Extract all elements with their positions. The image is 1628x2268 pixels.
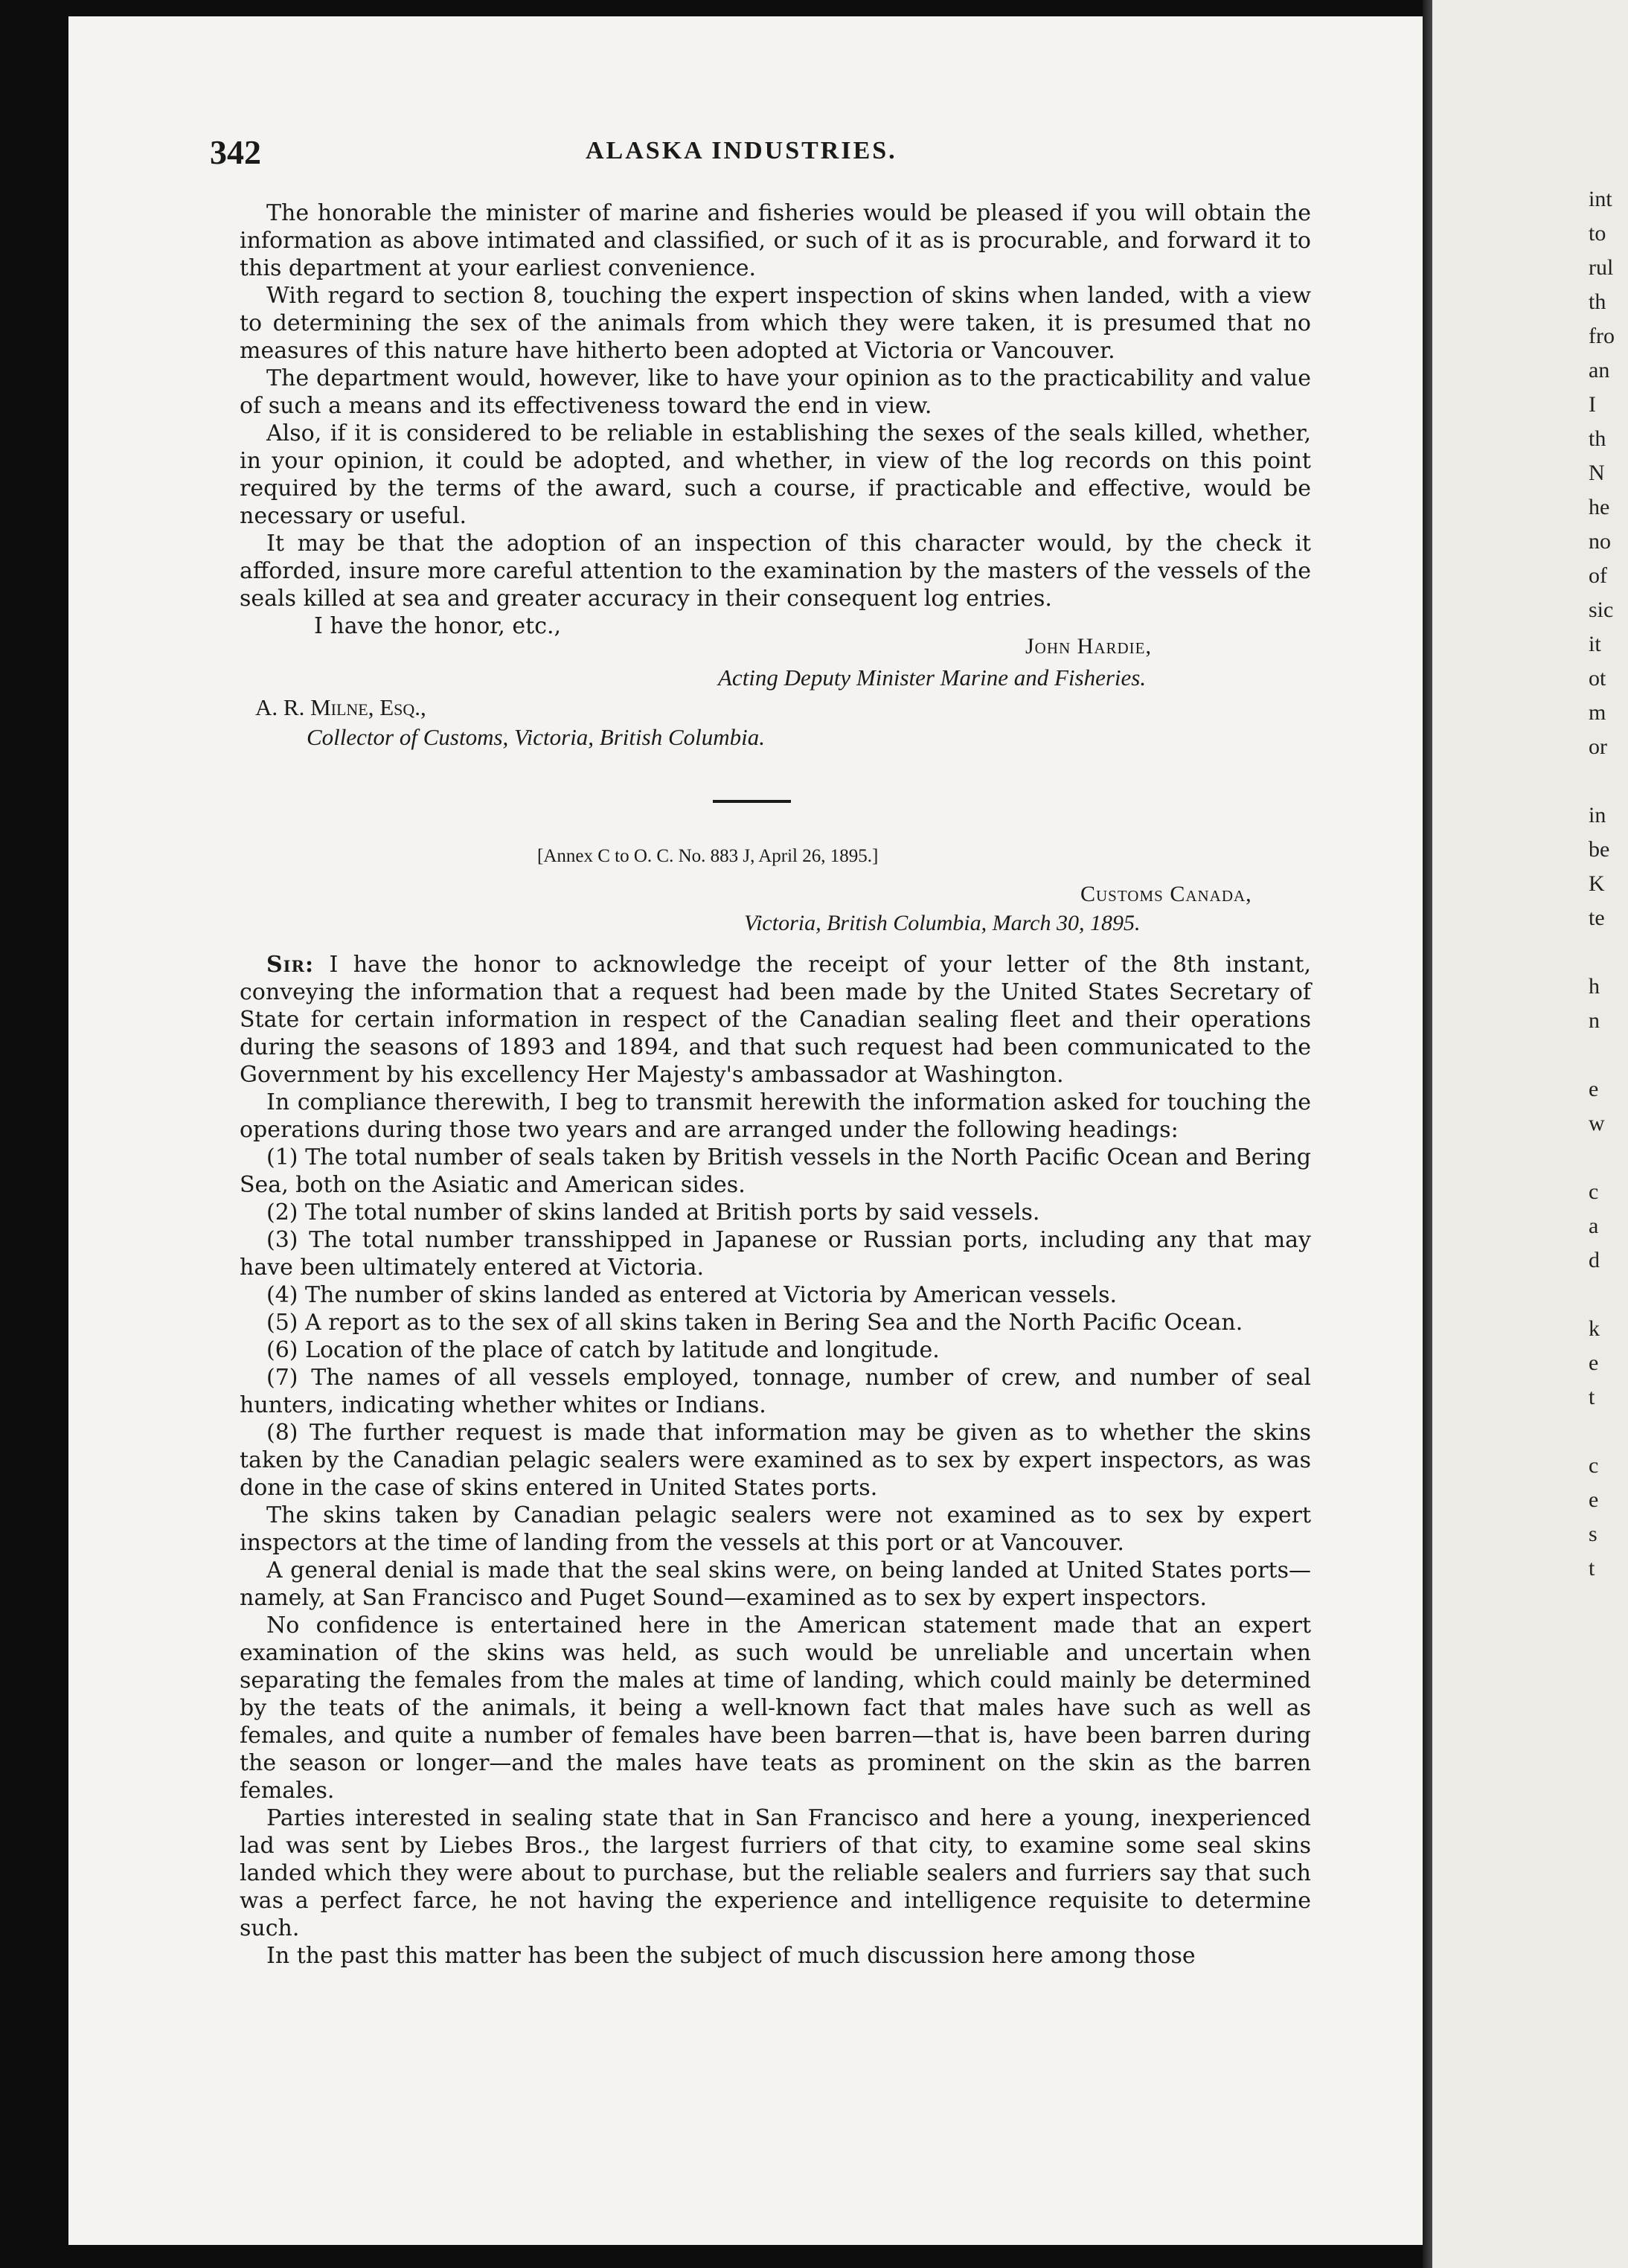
addressee: A. R. Milne, Esq., [255,694,426,720]
right-page-fragment [1589,935,1618,970]
right-page-fragments [1589,182,1618,1586]
right-page-fragment: I [1589,392,1596,417]
right-page-fragment: a [1589,1214,1599,1238]
running-title: ALASKA INDUSTRIES. [586,137,897,164]
right-page-fragment: fro [1589,324,1615,348]
letter2-paragraph [240,951,1311,1089]
letter2-list-item: (1) The total number of seals taken by British vessels in the North Pacific Ocean and Bering Sea, both on the Asiatic and American sides. [240,1144,1311,1198]
right-page-fragment: te [1589,906,1605,930]
right-page-fragment: in [1589,803,1606,827]
right-page-fragment: sic [1589,598,1614,622]
letter2-list-item: (6) Location of the place of catch by latitude and longitude. [266,1337,940,1363]
letter2-list-item: (7) The names of all vessels employed, tonnage, number of crew, and number of seal hunters, indicating whether whites or Indians. [240,1365,1311,1418]
right-page-fragment [1589,1415,1618,1449]
right-page-fragment: c [1589,1453,1599,1478]
letter1-paragraph: The department would, however, like to have your opinion as to the practicability and value of such a means and its effectiveness toward the end in view. [240,365,1311,419]
right-page-fragment: rul [1589,255,1614,280]
right-page-fragment: ot [1589,666,1606,691]
dateline: Victoria, British Columbia, March 30, 1895. [744,911,1141,935]
right-page-fragment: w [1589,1111,1605,1135]
letter2-list-item: (8) The further request is made that information may be given as to whether the skins taken by the Canadian pelagic sealers were examined as to sex by expert inspectors, as was done in the case of skins entered in United States ports. [240,1420,1311,1501]
letter1-paragraph: With regard to section 8, touching the expert inspection of skins when landed, with a view to determining the sex of the animals from which they were taken, it is presumed that no measures of this nature have hitherto been adopted at Victoria or Vancouver. [240,283,1311,364]
letter2-paragraph: No confidence is entertained here in the American statement made that an expert examination of the skins was held, as such would be unreliable and uncertain when separating the females from the males at time of landing, which could mainly be determined by the teats of the animals, it being a well-known fact that males have such as well as females, and quite a number of females have been barren—that is, have been barren during the season or longer—and the males have teats as prominent on the skin as the barren females. [240,1612,1311,1804]
letter1-body [240,199,1311,640]
section-divider [713,800,791,803]
right-page-fragment: c [1589,1179,1599,1204]
page-number: 342 [210,133,261,171]
right-page-fragment: N [1589,461,1605,485]
annex-heading: [Annex C to O. C. No. 883 J, April 26, 1895.] [537,846,879,866]
right-page-fragment: an [1589,358,1610,382]
right-page-fragment: e [1589,1351,1599,1375]
right-page-fragment: m [1589,700,1606,725]
right-page-fragment: k [1589,1316,1600,1341]
right-page-fragment [1589,1141,1618,1175]
letter2-paragraph-text: I have the honor to acknowledge the receipt of your letter of the 8th instant, conveying the information that a request had been made by the United States Secretary of State for certain information in respect of the Canadian sealing fleet and their operations during the seasons of 1893 and 1894, and that such request had been communicated to the Government by his excellency Her Majesty's ambassador at Washington. [240,952,1311,1088]
signature-title: Acting Deputy Minister Marine and Fisheries. [718,664,1147,691]
letter2-paragraph: The skins taken by Canadian pelagic sealers were not examined as to sex by expert inspectors at the time of landing from the vessels at this port or at Vancouver. [240,1502,1311,1556]
letter2-paragraph: A general denial is made that the seal skins were, on being landed at United States ports—namely, at San Francisco and Puget Sound—examined as to sex by expert inspectors. [240,1557,1311,1611]
letter2-paragraph: Parties interested in sealing state that in San Francisco and here a young, inexperienced lad was sent by Liebes Bros., the largest furriers of that city, to examine some seal skins landed which they were about to purchase, but the reliable sealers and furriers say that such was a perfect farce, he not having the experience and intelligence requisite to determine such. [240,1805,1311,1941]
right-page-fragment: or [1589,734,1607,759]
right-page-fragment: K [1589,871,1605,896]
right-page-fragment: e [1589,1077,1599,1101]
letter2-paragraph: In compliance therewith, I beg to transmit herewith the information asked for touching the operations during those two years and are arranged under the following headings: [240,1089,1311,1143]
right-page-fragment: no [1589,529,1611,554]
right-page-fragment: d [1589,1248,1600,1272]
right-page-fragment: it [1589,632,1601,656]
letter2-list-item: (2) The total number of skins landed at British ports by said vessels. [266,1199,1040,1226]
letter2-paragraph: In the past this matter has been the subject of much discussion here among those [266,1943,1196,1969]
right-page-fragment: int [1589,187,1612,211]
letter2-list-item: (3) The total number transshipped in Japanese or Russian ports, including any that may have been ultimately entered at Victoria. [240,1227,1311,1281]
right-page-fragment: s [1589,1522,1597,1546]
letter2-list-item: (4) The number of skins landed as entered at Victoria by American vessels. [266,1282,1118,1308]
right-page-fragment: th [1589,289,1606,314]
page-header [210,132,1318,177]
salutation: Sir: [266,952,315,978]
letter1-closing: I have the honor, etc., [314,613,562,639]
right-page-fragment [1589,1278,1618,1312]
right-page-fragment [1589,1038,1618,1072]
right-page-fragment: h [1589,974,1600,999]
signature-name: John Hardie, [1025,634,1152,659]
sender: Customs Canada, [1080,882,1252,906]
letter2-list-item: (5) A report as to the sex of all skins taken in Bering Sea and the North Pacific Ocean. [266,1310,1243,1336]
right-page-fragment: t [1589,1556,1595,1580]
right-page-fragment: t [1589,1385,1595,1409]
letter1-paragraph: The honorable the minister of marine and fisheries would be pleased if you will obtain the information as above intimated and classified, or such of it as is procurable, and forward it to this department at your earliest convenience. [240,200,1311,281]
right-page-fragment [1589,764,1618,798]
letter2-body [240,951,1311,1970]
right-page-fragment: to [1589,221,1606,246]
right-page-fragment: of [1589,563,1607,588]
addressee-place: Collector of Customs, Victoria, British Columbia. [307,724,766,750]
right-page-fragment: be [1589,837,1610,862]
letter1-paragraph: It may be that the adoption of an inspection of this character would, by the check it afforded, insure more careful attention to the examination by the masters of the vessels of the seals killed at sea and greater accuracy in their consequent log entries. [240,531,1311,612]
right-page-fragment: th [1589,426,1606,451]
letter1-paragraph: Also, if it is considered to be reliable in establishing the sexes of the seals killed, whether, in your opinion, it could be adopted, and whether, in view of the log records on this point required by the terms of the award, such a course, if practicable and effective, would be necessary or useful. [240,420,1311,529]
right-page-fragment: e [1589,1487,1599,1512]
right-page-fragment: n [1589,1008,1600,1033]
right-page-fragment: he [1589,495,1610,519]
